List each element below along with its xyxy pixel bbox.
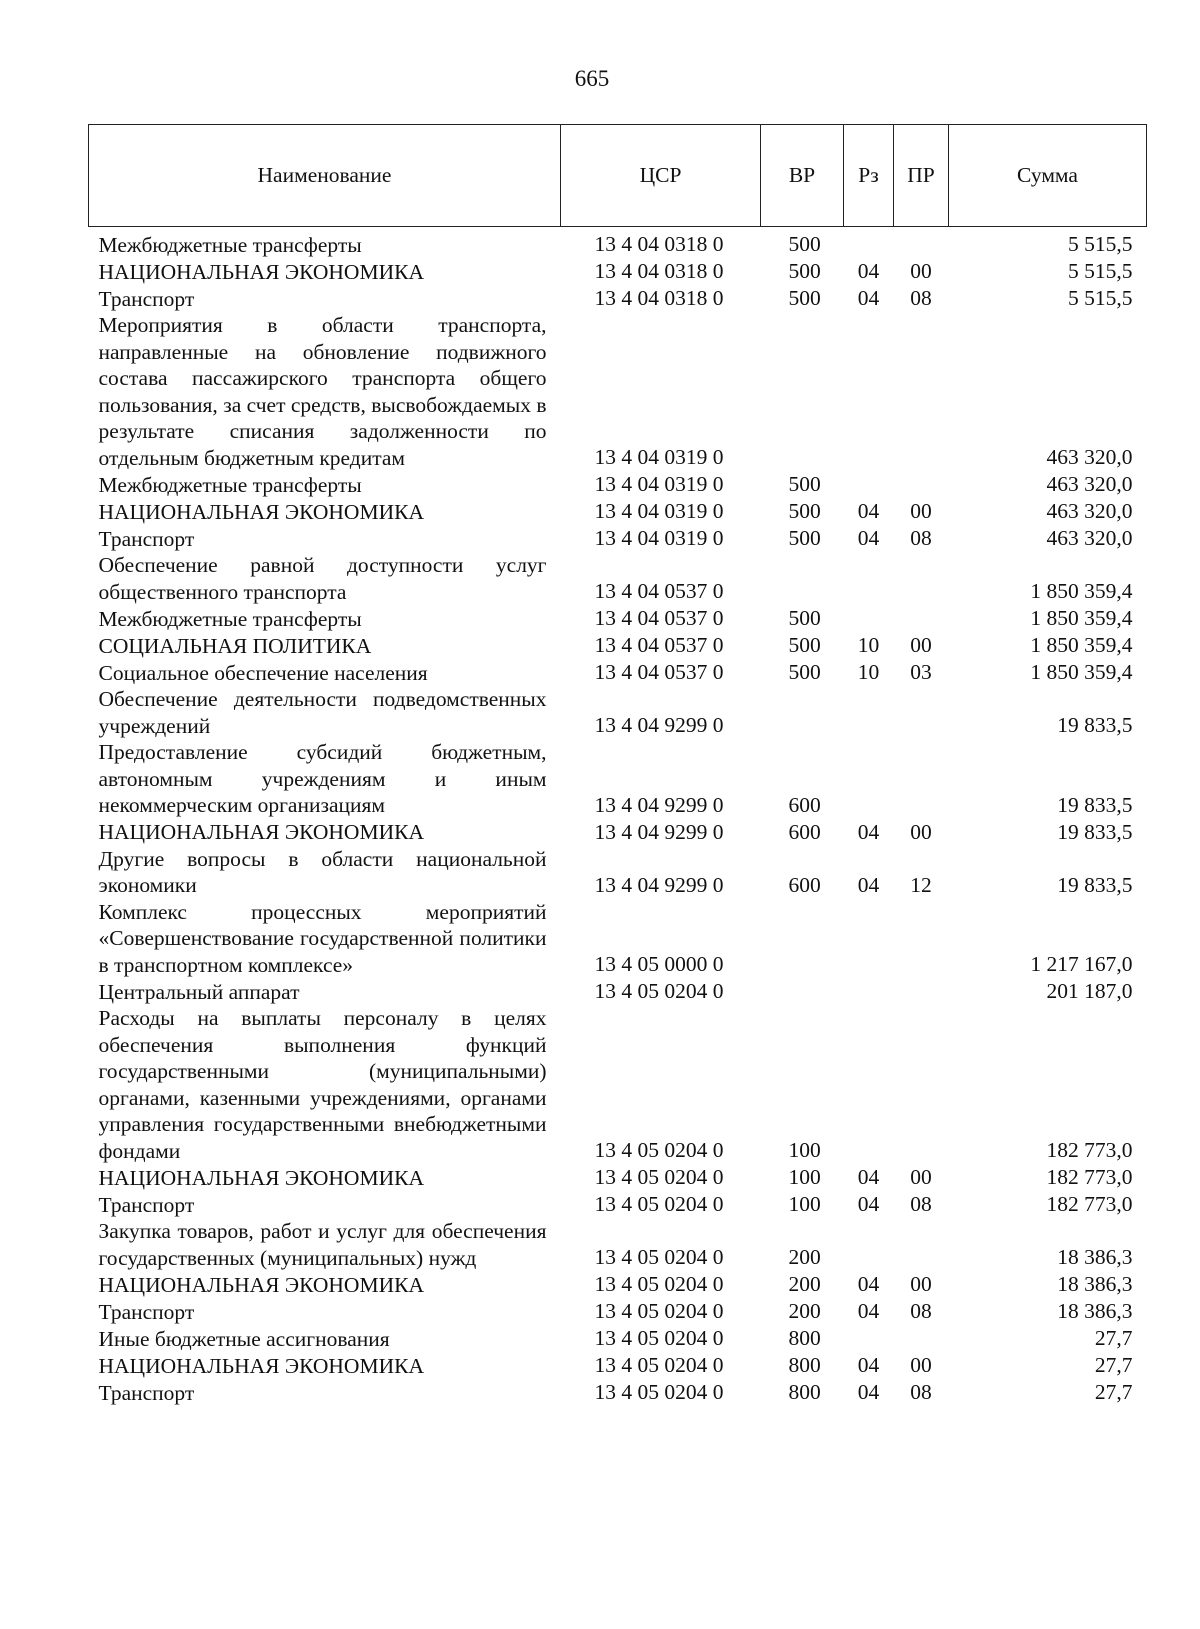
cell-rz: 04 [857,1299,880,1323]
cell-csr: 13 4 05 0204 0 [594,1353,724,1377]
cell-pr: 03 [910,660,932,684]
cell-sum: 201 187,0 [1046,979,1133,1003]
cell-pr [894,605,949,632]
cell-name: Комплекс процессных мероприятий «Совершенствование государственной политики в транспортном комплексе» [98,899,547,977]
table-row [89,846,1147,899]
cell-vr: 500 [788,526,821,550]
cell-name: Транспорт [98,1380,195,1405]
cell-csr: 13 4 04 0318 0 [594,286,724,310]
cell-vr: 600 [788,792,821,817]
cell-sum: 1 850 359,4 [1030,606,1133,630]
cell-rz: 04 [857,872,880,897]
cell-rz: 04 [857,526,880,550]
cell-sum: 182 773,0 [1046,1192,1133,1216]
cell-pr: 08 [910,1192,932,1216]
cell-csr: 13 4 04 9299 0 [594,792,724,817]
cell-name: Межбюджетные трансферты [98,232,362,257]
cell-vr: 800 [788,1353,821,1377]
table-row [89,632,1147,659]
cell-vr: 200 [788,1272,821,1296]
header-name: Наименование [89,125,561,227]
cell-pr [894,471,949,498]
cell-pr [894,227,949,259]
cell-vr: 200 [788,1245,821,1269]
cell-vr: 500 [788,633,821,657]
cell-rz [844,1005,894,1164]
cell-csr: 13 4 05 0204 0 [594,1245,724,1269]
cell-vr: 500 [788,259,821,283]
cell-sum: 1 850 359,4 [1030,633,1133,657]
cell-sum: 27,7 [1094,1326,1133,1350]
cell-csr: 13 4 05 0204 0 [594,1326,724,1350]
header-rz: Рз [844,125,894,227]
cell-rz: 10 [857,633,880,657]
cell-name: Расходы на выплаты персоналу в целях обеспечения выполнения функций государственными (муниципальными) органами, казенными учреждениями, органами управления государственными внебюджетными фондами [98,1006,547,1163]
cell-name: НАЦИОНАЛЬНАЯ ЭКОНОМИКА [98,499,424,524]
cell-csr: 13 4 04 0537 0 [594,633,724,657]
table-header [89,125,1147,227]
cell-vr: 500 [788,606,821,630]
cell-sum: 463 320,0 [1046,472,1133,496]
cell-vr [761,312,844,471]
table-row [89,1218,1147,1271]
table-row [89,258,1147,285]
cell-rz [844,686,894,739]
cell-vr: 100 [788,1192,821,1216]
table-row [89,312,1147,471]
cell-pr: 00 [910,819,932,844]
cell-name: Межбюджетные трансферты [98,606,362,631]
cell-pr [894,739,949,819]
cell-name: СОЦИАЛЬНАЯ ПОЛИТИКА [98,633,372,658]
cell-sum: 5 515,5 [1068,232,1133,256]
cell-csr: 13 4 04 0319 0 [594,526,724,550]
cell-rz: 04 [857,819,880,844]
cell-sum: 27,7 [1094,1353,1133,1377]
cell-csr: 13 4 04 9299 0 [594,872,724,897]
cell-sum: 18 386,3 [1057,1299,1133,1323]
cell-csr: 13 4 04 9299 0 [594,819,724,844]
cell-pr: 00 [910,633,932,657]
cell-vr: 600 [788,819,821,844]
cell-sum: 18 386,3 [1057,1245,1133,1269]
cell-name: Межбюджетные трансферты [98,472,362,497]
cell-rz [844,605,894,632]
cell-rz [844,471,894,498]
cell-vr: 100 [788,1138,821,1162]
cell-csr: 13 4 04 0537 0 [594,579,724,603]
cell-name: Транспорт [98,1299,195,1324]
cell-vr [761,686,844,739]
table-row [89,1271,1147,1298]
cell-name: НАЦИОНАЛЬНАЯ ЭКОНОМИКА [98,1272,424,1297]
cell-name: НАЦИОНАЛЬНАЯ ЭКОНОМИКА [98,1353,424,1378]
cell-rz: 04 [857,259,880,283]
table-row [89,498,1147,525]
cell-sum: 5 515,5 [1068,286,1133,310]
cell-name: Иные бюджетные ассигнования [98,1326,390,1351]
cell-rz: 04 [857,1192,880,1216]
table-row [89,1298,1147,1325]
table-row [89,1352,1147,1379]
table-row [89,285,1147,312]
cell-pr: 00 [910,1165,932,1189]
cell-csr: 13 4 05 0204 0 [594,1272,724,1296]
header-pr: ПР [894,125,949,227]
cell-rz: 04 [857,1353,880,1377]
cell-vr [761,552,844,605]
cell-csr: 13 4 05 0204 0 [594,1165,724,1189]
cell-name: Обеспечение деятельности подведомственных учреждений [98,687,547,738]
cell-sum: 19 833,5 [1057,872,1133,897]
cell-name: Социальное обеспечение населения [98,660,428,685]
cell-name: НАЦИОНАЛЬНАЯ ЭКОНОМИКА [98,259,424,284]
cell-rz: 04 [857,286,880,310]
table-row [89,1325,1147,1352]
table-row [89,605,1147,632]
cell-name: Транспорт [98,526,195,551]
cell-csr: 13 4 05 0204 0 [594,1192,724,1216]
table-row [89,659,1147,686]
cell-sum: 5 515,5 [1068,259,1133,283]
cell-name: НАЦИОНАЛЬНАЯ ЭКОНОМИКА [98,820,424,844]
cell-csr: 13 4 04 0318 0 [594,259,724,283]
cell-sum: 1 217 167,0 [1030,952,1133,976]
cell-rz: 04 [857,1272,880,1296]
header-row [89,125,1147,227]
cell-sum: 463 320,0 [1046,499,1133,523]
cell-pr [894,1218,949,1271]
cell-pr: 00 [910,1353,932,1377]
cell-pr: 12 [910,872,932,897]
table-row [89,1379,1147,1406]
cell-csr: 13 4 04 0319 0 [594,472,724,496]
cell-pr [894,899,949,979]
cell-pr: 00 [910,259,932,283]
cell-sum: 182 773,0 [1046,1138,1133,1162]
header-csr: ЦСР [561,125,761,227]
cell-name: Центральный аппарат [98,979,300,1004]
cell-csr: 13 4 04 0537 0 [594,660,724,684]
page-number: 665 [574,66,610,91]
cell-name: Предоставление субсидий бюджетным, автономным учреждениям и иным некоммерческим организациям [98,740,547,817]
cell-name: Другие вопросы в области национальной экономики [98,846,547,897]
cell-rz [844,978,894,1005]
cell-vr: 500 [788,472,821,496]
cell-vr: 500 [788,499,821,523]
cell-vr: 500 [788,286,821,310]
cell-name: Транспорт [98,286,195,311]
cell-rz [844,899,894,979]
table-row [89,739,1147,819]
cell-pr [894,1005,949,1164]
cell-rz: 04 [857,1165,880,1189]
table-row [89,899,1147,979]
cell-csr: 13 4 05 0204 0 [594,1380,724,1404]
cell-csr: 13 4 05 0204 0 [594,979,724,1003]
cell-pr [894,978,949,1005]
table-body [89,227,1147,1407]
cell-sum: 182 773,0 [1046,1165,1133,1189]
cell-rz [844,552,894,605]
cell-pr [894,1325,949,1352]
cell-rz: 10 [857,660,880,684]
table-row [89,1191,1147,1218]
cell-name: Закупка товаров, работ и услуг для обеспечения государственных (муниципальных) нужд [98,1219,547,1270]
cell-rz: 04 [857,1380,880,1404]
cell-sum: 463 320,0 [1046,526,1133,550]
header-vr: ВР [761,125,844,227]
cell-csr: 13 4 05 0000 0 [594,952,724,976]
cell-vr: 500 [788,660,821,684]
cell-rz [844,739,894,819]
cell-csr: 13 4 04 0319 0 [594,445,724,469]
cell-csr: 13 4 04 0318 0 [594,232,724,256]
cell-name: Обеспечение равной доступности услуг общественного транспорта [98,553,547,604]
cell-vr [761,978,844,1005]
cell-sum: 19 833,5 [1057,819,1133,844]
cell-vr: 800 [788,1380,821,1404]
cell-pr: 08 [910,286,932,310]
cell-vr: 800 [788,1326,821,1350]
cell-sum: 19 833,5 [1057,713,1133,737]
cell-csr: 13 4 04 0319 0 [594,499,724,523]
cell-vr [761,899,844,979]
cell-vr: 500 [788,232,821,256]
cell-vr: 100 [788,1165,821,1189]
cell-name: Мероприятия в области транспорта, направленные на обновление подвижного состава пассажирского транспорта общего пользования, за счет средств, высвобождаемых в результате списания задолженности по отдельным бюджетным кредитам [98,313,547,470]
cell-pr [894,552,949,605]
table-row [89,686,1147,739]
cell-rz [844,312,894,471]
cell-pr: 08 [910,1299,932,1323]
header-sum: Сумма [949,125,1147,227]
table-row [89,819,1147,846]
cell-name: Транспорт [98,1192,195,1217]
cell-name: НАЦИОНАЛЬНАЯ ЭКОНОМИКА [98,1165,424,1190]
cell-rz: 04 [857,499,880,523]
table-row [89,1164,1147,1191]
cell-pr: 08 [910,526,932,550]
table-row [89,552,1147,605]
table-row [89,1005,1147,1164]
cell-sum: 1 850 359,4 [1030,660,1133,684]
cell-sum: 1 850 359,4 [1030,579,1133,603]
cell-vr: 600 [788,872,821,897]
cell-pr: 08 [910,1380,932,1404]
cell-pr [894,312,949,471]
cell-pr [894,686,949,739]
cell-rz [844,227,894,259]
table-row [89,471,1147,498]
cell-pr: 00 [910,499,932,523]
cell-rz [844,1218,894,1271]
cell-csr: 13 4 04 9299 0 [594,713,724,737]
table-row [89,227,1147,259]
cell-sum: 18 386,3 [1057,1272,1133,1296]
cell-rz [844,1325,894,1352]
table-row [89,525,1147,552]
budget-table [88,124,1147,1406]
cell-sum: 463 320,0 [1046,445,1133,469]
cell-csr: 13 4 05 0204 0 [594,1138,724,1162]
cell-sum: 19 833,5 [1057,792,1133,817]
cell-sum: 27,7 [1094,1380,1133,1404]
cell-vr: 200 [788,1299,821,1323]
cell-pr: 00 [910,1272,932,1296]
cell-csr: 13 4 05 0204 0 [594,1299,724,1323]
table-row [89,978,1147,1005]
cell-csr: 13 4 04 0537 0 [594,606,724,630]
